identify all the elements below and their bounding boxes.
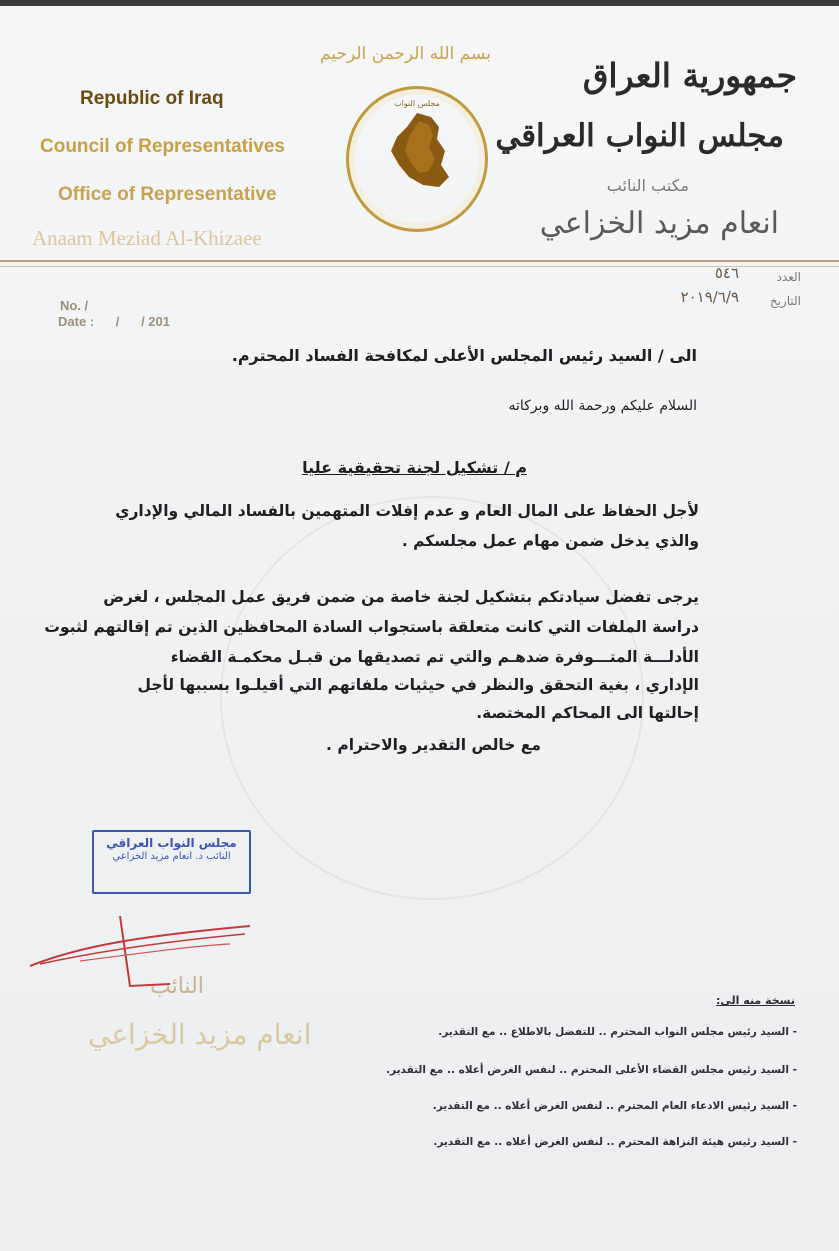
stamp-line: مجلس النواب العراقي bbox=[106, 836, 237, 850]
header-council-en: Council of Representatives bbox=[40, 136, 285, 157]
header-council-ar: مجلس النواب العراقي bbox=[495, 118, 784, 154]
stamp-line: النائب د. انعام مزيد الخزاعي bbox=[112, 851, 231, 862]
header-divider bbox=[0, 260, 839, 262]
paragraph2-line: إحالتها الى المحاكم المختصة. bbox=[476, 704, 699, 722]
cc-item: - السيد رئيس مجلس القضاء الأعلى المحترم .. لنفس الغرض أعلاه .. مع التقدير. bbox=[386, 1064, 797, 1076]
paragraph2-line: الأدلـــة المتـــوفرة ضدهـم والتي تم تصديقها من قبـل محكمـة القضاء bbox=[170, 648, 699, 666]
header-name-en: Anaam Meziad Al-Khizaee bbox=[32, 226, 262, 250]
cc-heading: نسخة منه الى: bbox=[716, 994, 795, 1007]
parliament-emblem bbox=[346, 86, 488, 232]
recipient-line: الى / السيد رئيس المجلس الأعلى لمكافحة الفساد المحترم. bbox=[231, 346, 697, 365]
paragraph2-line: يرجى تفضل سيادتكم بتشكيل لجنة خاصة من ضمن فريق عمل المجلس ، لغرض bbox=[103, 588, 699, 606]
cc-item: - السيد رئيس الادعاء العام المحترم .. لنفس الغرض أعلاه .. مع التقدير. bbox=[432, 1100, 797, 1112]
iraq-map-icon bbox=[379, 107, 459, 197]
cc-item: - السيد رئيس هيئة النزاهة المحترم .. لنفس الغرض أعلاه .. مع التقدير. bbox=[433, 1136, 797, 1148]
emblem-text: مجلس النواب bbox=[394, 99, 440, 108]
signatory-name: انعام مزيد الخزاعي bbox=[88, 1018, 312, 1051]
paragraph2-line: دراسة الملفات التي كانت متعلقة باستجواب السادة المحافظين الذين تم إقالتهم لثبوت bbox=[44, 618, 699, 636]
letter-page bbox=[0, 6, 839, 1251]
basmala: بسم الله الرحمن الرحيم bbox=[320, 44, 491, 64]
paragraph2-line: الإداري ، بغية التحقق والنظر في حيثيات ملفاتهم التي أقيلـوا بسببها لأجل bbox=[137, 676, 699, 694]
header-country-en: Republic of Iraq bbox=[80, 88, 224, 109]
paragraph1-line: والذي يدخل ضمن مهام عمل مجلسكم . bbox=[401, 532, 699, 550]
number-label-ar: العدد bbox=[776, 270, 801, 284]
header-rep-name-ar: انعام مزيد الخزاعي bbox=[539, 206, 779, 241]
cc-item: - السيد رئيس مجلس النواب المحترم .. للتفضل بالاطلاع .. مع التقدير. bbox=[438, 1026, 797, 1038]
closing-line: مع خالص التقدير والاحترام . bbox=[326, 736, 541, 754]
greeting: السلام عليكم ورحمة الله وبركاته bbox=[508, 398, 697, 414]
number-value-ar: ٥٤٦ bbox=[714, 264, 739, 282]
paragraph1-line: لأجل الحفاظ على المال العام و عدم إفلات المتهمين بالفساد المالي والإداري bbox=[115, 502, 699, 520]
signatory-title: النائب bbox=[150, 974, 204, 999]
office-stamp bbox=[92, 830, 251, 894]
subject-line: م / تشكيل لجنة تحقيقية عليا bbox=[302, 458, 527, 477]
emblem-watermark bbox=[220, 496, 644, 900]
header-country-ar: جمهورية العراق bbox=[582, 56, 797, 95]
date-value-ar: ٢٠١٩/٦/٩ bbox=[680, 288, 739, 306]
handwritten-signature bbox=[20, 906, 260, 1006]
header-divider-thin bbox=[0, 266, 839, 267]
date-label-en: Date : / / 201 bbox=[58, 314, 170, 329]
number-label-en: No. / bbox=[60, 298, 89, 313]
date-label-ar: التاريخ bbox=[769, 294, 801, 308]
header-office-ar: مكتب النائب bbox=[606, 176, 689, 195]
header-office-en: Office of Representative bbox=[58, 184, 277, 205]
